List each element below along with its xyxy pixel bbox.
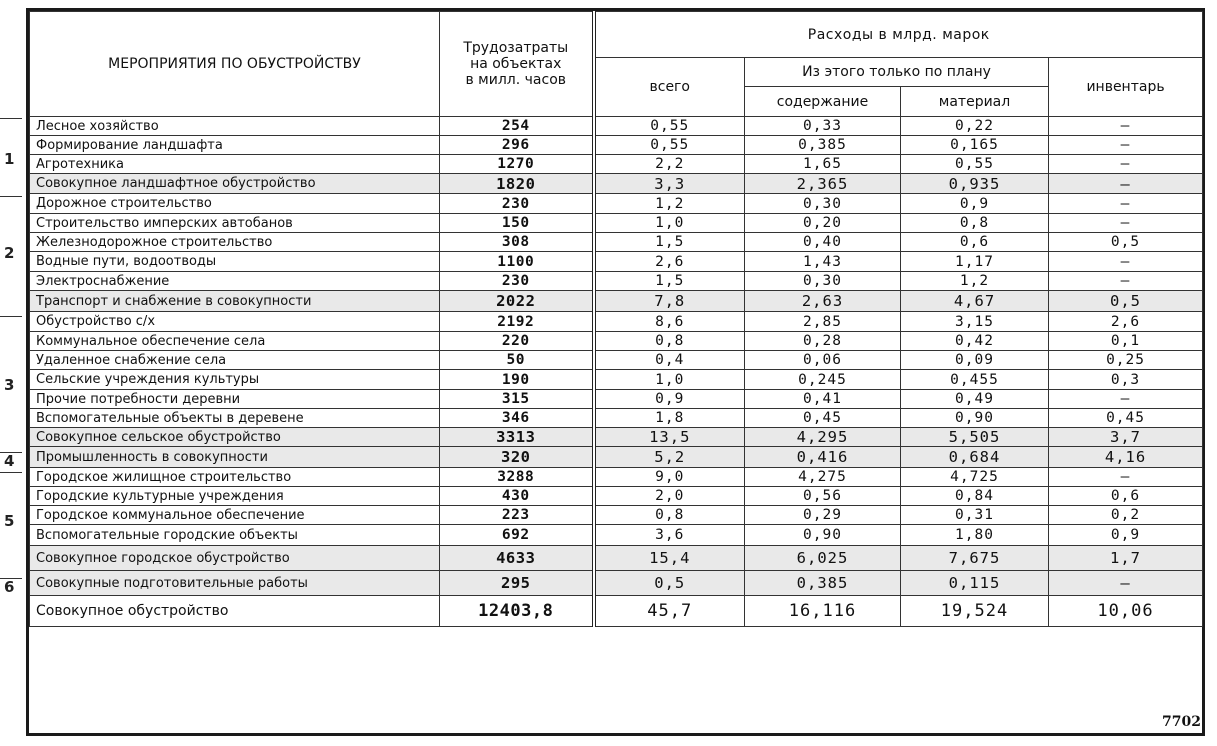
document-code: 7702 — [1162, 714, 1201, 730]
header-labor — [440, 12, 594, 117]
row-content: 0,41 — [745, 390, 901, 409]
row-material: 0,115 — [901, 571, 1049, 596]
row-name: Промышленность в совокупности — [30, 447, 440, 468]
row-material: 1,2 — [901, 272, 1049, 291]
row-inventory: 0,2 — [1049, 506, 1203, 525]
row-inventory: — — [1049, 155, 1203, 174]
row-labor: 2022 — [440, 291, 594, 312]
row-name: Транспорт и снабжение в совокупности — [30, 291, 440, 312]
row-name: Совокупное обустройство — [30, 596, 440, 627]
row-name: Удаленное снабжение села — [30, 351, 440, 370]
row-total: 0,8 — [594, 506, 745, 525]
row-name: Агротехника — [30, 155, 440, 174]
row-name: Совокупное сельское обустройство — [30, 428, 440, 447]
row-labor: 220 — [440, 332, 594, 351]
row-labor: 223 — [440, 506, 594, 525]
table-row — [30, 332, 1203, 351]
header-content: содержание — [745, 87, 901, 117]
table-row — [30, 291, 1203, 312]
table-row — [30, 214, 1203, 233]
table-body — [30, 117, 1203, 627]
row-total: 2,0 — [594, 487, 745, 506]
row-material: 0,49 — [901, 390, 1049, 409]
table-row — [30, 370, 1203, 390]
row-inventory: 4,16 — [1049, 447, 1203, 468]
row-labor: 254 — [440, 117, 594, 136]
group-divider — [0, 316, 22, 317]
row-name: Дорожное строительство — [30, 194, 440, 214]
row-material: 1,80 — [901, 525, 1049, 546]
row-total: 0,55 — [594, 117, 745, 136]
table-row — [30, 428, 1203, 447]
row-name: Городское жилищное строительство — [30, 468, 440, 487]
row-content: 0,90 — [745, 525, 901, 546]
table-row — [30, 596, 1203, 627]
row-labor: 315 — [440, 390, 594, 409]
row-labor: 1100 — [440, 252, 594, 272]
row-content: 1,43 — [745, 252, 901, 272]
row-content: 16,116 — [745, 596, 901, 627]
row-labor: 430 — [440, 487, 594, 506]
header-labor-line-2: на объектах — [470, 56, 562, 72]
row-content: 0,33 — [745, 117, 901, 136]
row-labor: 3288 — [440, 468, 594, 487]
row-inventory: 0,45 — [1049, 409, 1203, 428]
group-number: 4 — [4, 452, 15, 470]
row-inventory: 0,6 — [1049, 487, 1203, 506]
header-total: всего — [594, 58, 745, 117]
row-material: 0,9 — [901, 194, 1049, 214]
row-labor: 230 — [440, 194, 594, 214]
row-material: 3,15 — [901, 312, 1049, 332]
table-row — [30, 117, 1203, 136]
row-content: 0,20 — [745, 214, 901, 233]
row-total: 3,3 — [594, 174, 745, 194]
table-row — [30, 136, 1203, 155]
row-labor: 2192 — [440, 312, 594, 332]
row-material: 0,55 — [901, 155, 1049, 174]
row-content: 6,025 — [745, 546, 901, 571]
row-total: 1,5 — [594, 233, 745, 252]
row-inventory: 0,5 — [1049, 291, 1203, 312]
row-material: 4,725 — [901, 468, 1049, 487]
table-row — [30, 194, 1203, 214]
row-total: 13,5 — [594, 428, 745, 447]
row-content: 4,275 — [745, 468, 901, 487]
row-content: 0,245 — [745, 370, 901, 390]
row-content: 0,40 — [745, 233, 901, 252]
row-total: 0,5 — [594, 571, 745, 596]
table-row — [30, 571, 1203, 596]
table-row — [30, 409, 1203, 428]
table-row — [30, 390, 1203, 409]
row-labor: 150 — [440, 214, 594, 233]
row-name: Прочие потребности деревни — [30, 390, 440, 409]
row-inventory: — — [1049, 252, 1203, 272]
header-plan-only: Из этого только по плану — [745, 58, 1049, 87]
row-name: Коммунальное обеспечение села — [30, 332, 440, 351]
table-row — [30, 487, 1203, 506]
row-total: 1,5 — [594, 272, 745, 291]
table-row — [30, 447, 1203, 468]
group-number: 3 — [4, 376, 15, 394]
row-inventory: — — [1049, 194, 1203, 214]
row-material: 5,505 — [901, 428, 1049, 447]
row-content: 0,385 — [745, 571, 901, 596]
row-labor: 308 — [440, 233, 594, 252]
row-name: Совокупные подготовительные работы — [30, 571, 440, 596]
row-inventory: 0,5 — [1049, 233, 1203, 252]
header-inventory: инвентарь — [1049, 58, 1203, 117]
row-material: 0,684 — [901, 447, 1049, 468]
row-material: 0,84 — [901, 487, 1049, 506]
row-total: 7,8 — [594, 291, 745, 312]
row-name: Лесное хозяйство — [30, 117, 440, 136]
row-total: 2,2 — [594, 155, 745, 174]
row-labor: 1820 — [440, 174, 594, 194]
row-labor: 190 — [440, 370, 594, 390]
group-divider — [0, 472, 22, 473]
row-total: 1,2 — [594, 194, 745, 214]
row-material: 0,8 — [901, 214, 1049, 233]
row-total: 2,6 — [594, 252, 745, 272]
row-inventory: 1,7 — [1049, 546, 1203, 571]
row-material: 0,31 — [901, 506, 1049, 525]
table-row — [30, 155, 1203, 174]
table-row — [30, 233, 1203, 252]
row-total: 9,0 — [594, 468, 745, 487]
row-name: Вспомогательные объекты в деревене — [30, 409, 440, 428]
row-labor: 1270 — [440, 155, 594, 174]
row-total: 5,2 — [594, 447, 745, 468]
row-inventory: — — [1049, 468, 1203, 487]
row-material: 0,165 — [901, 136, 1049, 155]
row-inventory: 3,7 — [1049, 428, 1203, 447]
row-total: 0,9 — [594, 390, 745, 409]
row-labor: 50 — [440, 351, 594, 370]
row-content: 2,85 — [745, 312, 901, 332]
row-inventory: — — [1049, 390, 1203, 409]
table-row — [30, 252, 1203, 272]
row-content: 1,65 — [745, 155, 901, 174]
row-inventory: 2,6 — [1049, 312, 1203, 332]
row-inventory: — — [1049, 136, 1203, 155]
row-content: 0,56 — [745, 487, 901, 506]
group-number: 6 — [4, 578, 15, 596]
row-total: 45,7 — [594, 596, 745, 627]
row-material: 4,67 — [901, 291, 1049, 312]
row-content: 0,385 — [745, 136, 901, 155]
row-material: 0,6 — [901, 233, 1049, 252]
table-row — [30, 525, 1203, 546]
row-material: 0,42 — [901, 332, 1049, 351]
row-inventory: 10,06 — [1049, 596, 1203, 627]
table-row — [30, 272, 1203, 291]
row-inventory: — — [1049, 214, 1203, 233]
row-total: 3,6 — [594, 525, 745, 546]
row-content: 0,416 — [745, 447, 901, 468]
group-number: 2 — [4, 244, 15, 262]
table-row — [30, 546, 1203, 571]
row-total: 0,4 — [594, 351, 745, 370]
row-name: Сельские учреждения культуры — [30, 370, 440, 390]
row-total: 15,4 — [594, 546, 745, 571]
expenditure-table — [29, 11, 1203, 627]
row-material: 0,09 — [901, 351, 1049, 370]
row-material: 0,935 — [901, 174, 1049, 194]
row-name: Железнодорожное строительство — [30, 233, 440, 252]
row-inventory: 0,3 — [1049, 370, 1203, 390]
row-name: Вспомогательные городские объекты — [30, 525, 440, 546]
row-total: 1,8 — [594, 409, 745, 428]
row-total: 1,0 — [594, 214, 745, 233]
row-labor: 230 — [440, 272, 594, 291]
row-content: 4,295 — [745, 428, 901, 447]
row-total: 0,55 — [594, 136, 745, 155]
table-row — [30, 312, 1203, 332]
row-total: 0,8 — [594, 332, 745, 351]
header-material: материал — [901, 87, 1049, 117]
row-content: 2,365 — [745, 174, 901, 194]
header-measures: МЕРОПРИЯТИЯ ПО ОБУСТРОЙСТВУ — [30, 12, 440, 117]
row-inventory: — — [1049, 571, 1203, 596]
row-inventory: — — [1049, 117, 1203, 136]
group-divider — [0, 196, 22, 197]
row-content: 2,63 — [745, 291, 901, 312]
row-labor: 296 — [440, 136, 594, 155]
row-name: Строительство имперских автобанов — [30, 214, 440, 233]
row-material: 0,90 — [901, 409, 1049, 428]
row-content: 0,45 — [745, 409, 901, 428]
group-divider — [0, 118, 22, 119]
row-material: 1,17 — [901, 252, 1049, 272]
group-number: 5 — [4, 512, 15, 530]
header-labor-line-3: в милл. часов — [465, 72, 567, 88]
header-spending: Расходы в млрд. марок — [594, 12, 1203, 58]
row-name: Обустройство с/х — [30, 312, 440, 332]
row-labor: 295 — [440, 571, 594, 596]
row-content: 0,30 — [745, 272, 901, 291]
row-material: 7,675 — [901, 546, 1049, 571]
row-content: 0,28 — [745, 332, 901, 351]
header-labor-line-1: Трудозатраты — [463, 40, 569, 56]
row-content: 0,29 — [745, 506, 901, 525]
row-labor: 320 — [440, 447, 594, 468]
row-total: 8,6 — [594, 312, 745, 332]
row-name: Совокупное городское обустройство — [30, 546, 440, 571]
row-content: 0,06 — [745, 351, 901, 370]
row-inventory: — — [1049, 174, 1203, 194]
row-labor: 3313 — [440, 428, 594, 447]
row-labor: 12403,8 — [440, 596, 594, 627]
table-row — [30, 506, 1203, 525]
table-row — [30, 351, 1203, 370]
table-row — [30, 174, 1203, 194]
row-name: Городское коммунальное обеспечение — [30, 506, 440, 525]
row-name: Электроснабжение — [30, 272, 440, 291]
row-name: Водные пути, водоотводы — [30, 252, 440, 272]
row-inventory: 0,1 — [1049, 332, 1203, 351]
row-name: Формирование ландшафта — [30, 136, 440, 155]
group-number: 1 — [4, 150, 15, 168]
row-labor: 346 — [440, 409, 594, 428]
row-labor: 4633 — [440, 546, 594, 571]
row-total: 1,0 — [594, 370, 745, 390]
row-inventory: 0,25 — [1049, 351, 1203, 370]
row-inventory: — — [1049, 272, 1203, 291]
row-inventory: 0,9 — [1049, 525, 1203, 546]
row-content: 0,30 — [745, 194, 901, 214]
row-name: Совокупное ландшафтное обустройство — [30, 174, 440, 194]
row-material: 0,22 — [901, 117, 1049, 136]
row-labor: 692 — [440, 525, 594, 546]
table-row — [30, 468, 1203, 487]
row-material: 19,524 — [901, 596, 1049, 627]
row-material: 0,455 — [901, 370, 1049, 390]
row-name: Городские культурные учреждения — [30, 487, 440, 506]
